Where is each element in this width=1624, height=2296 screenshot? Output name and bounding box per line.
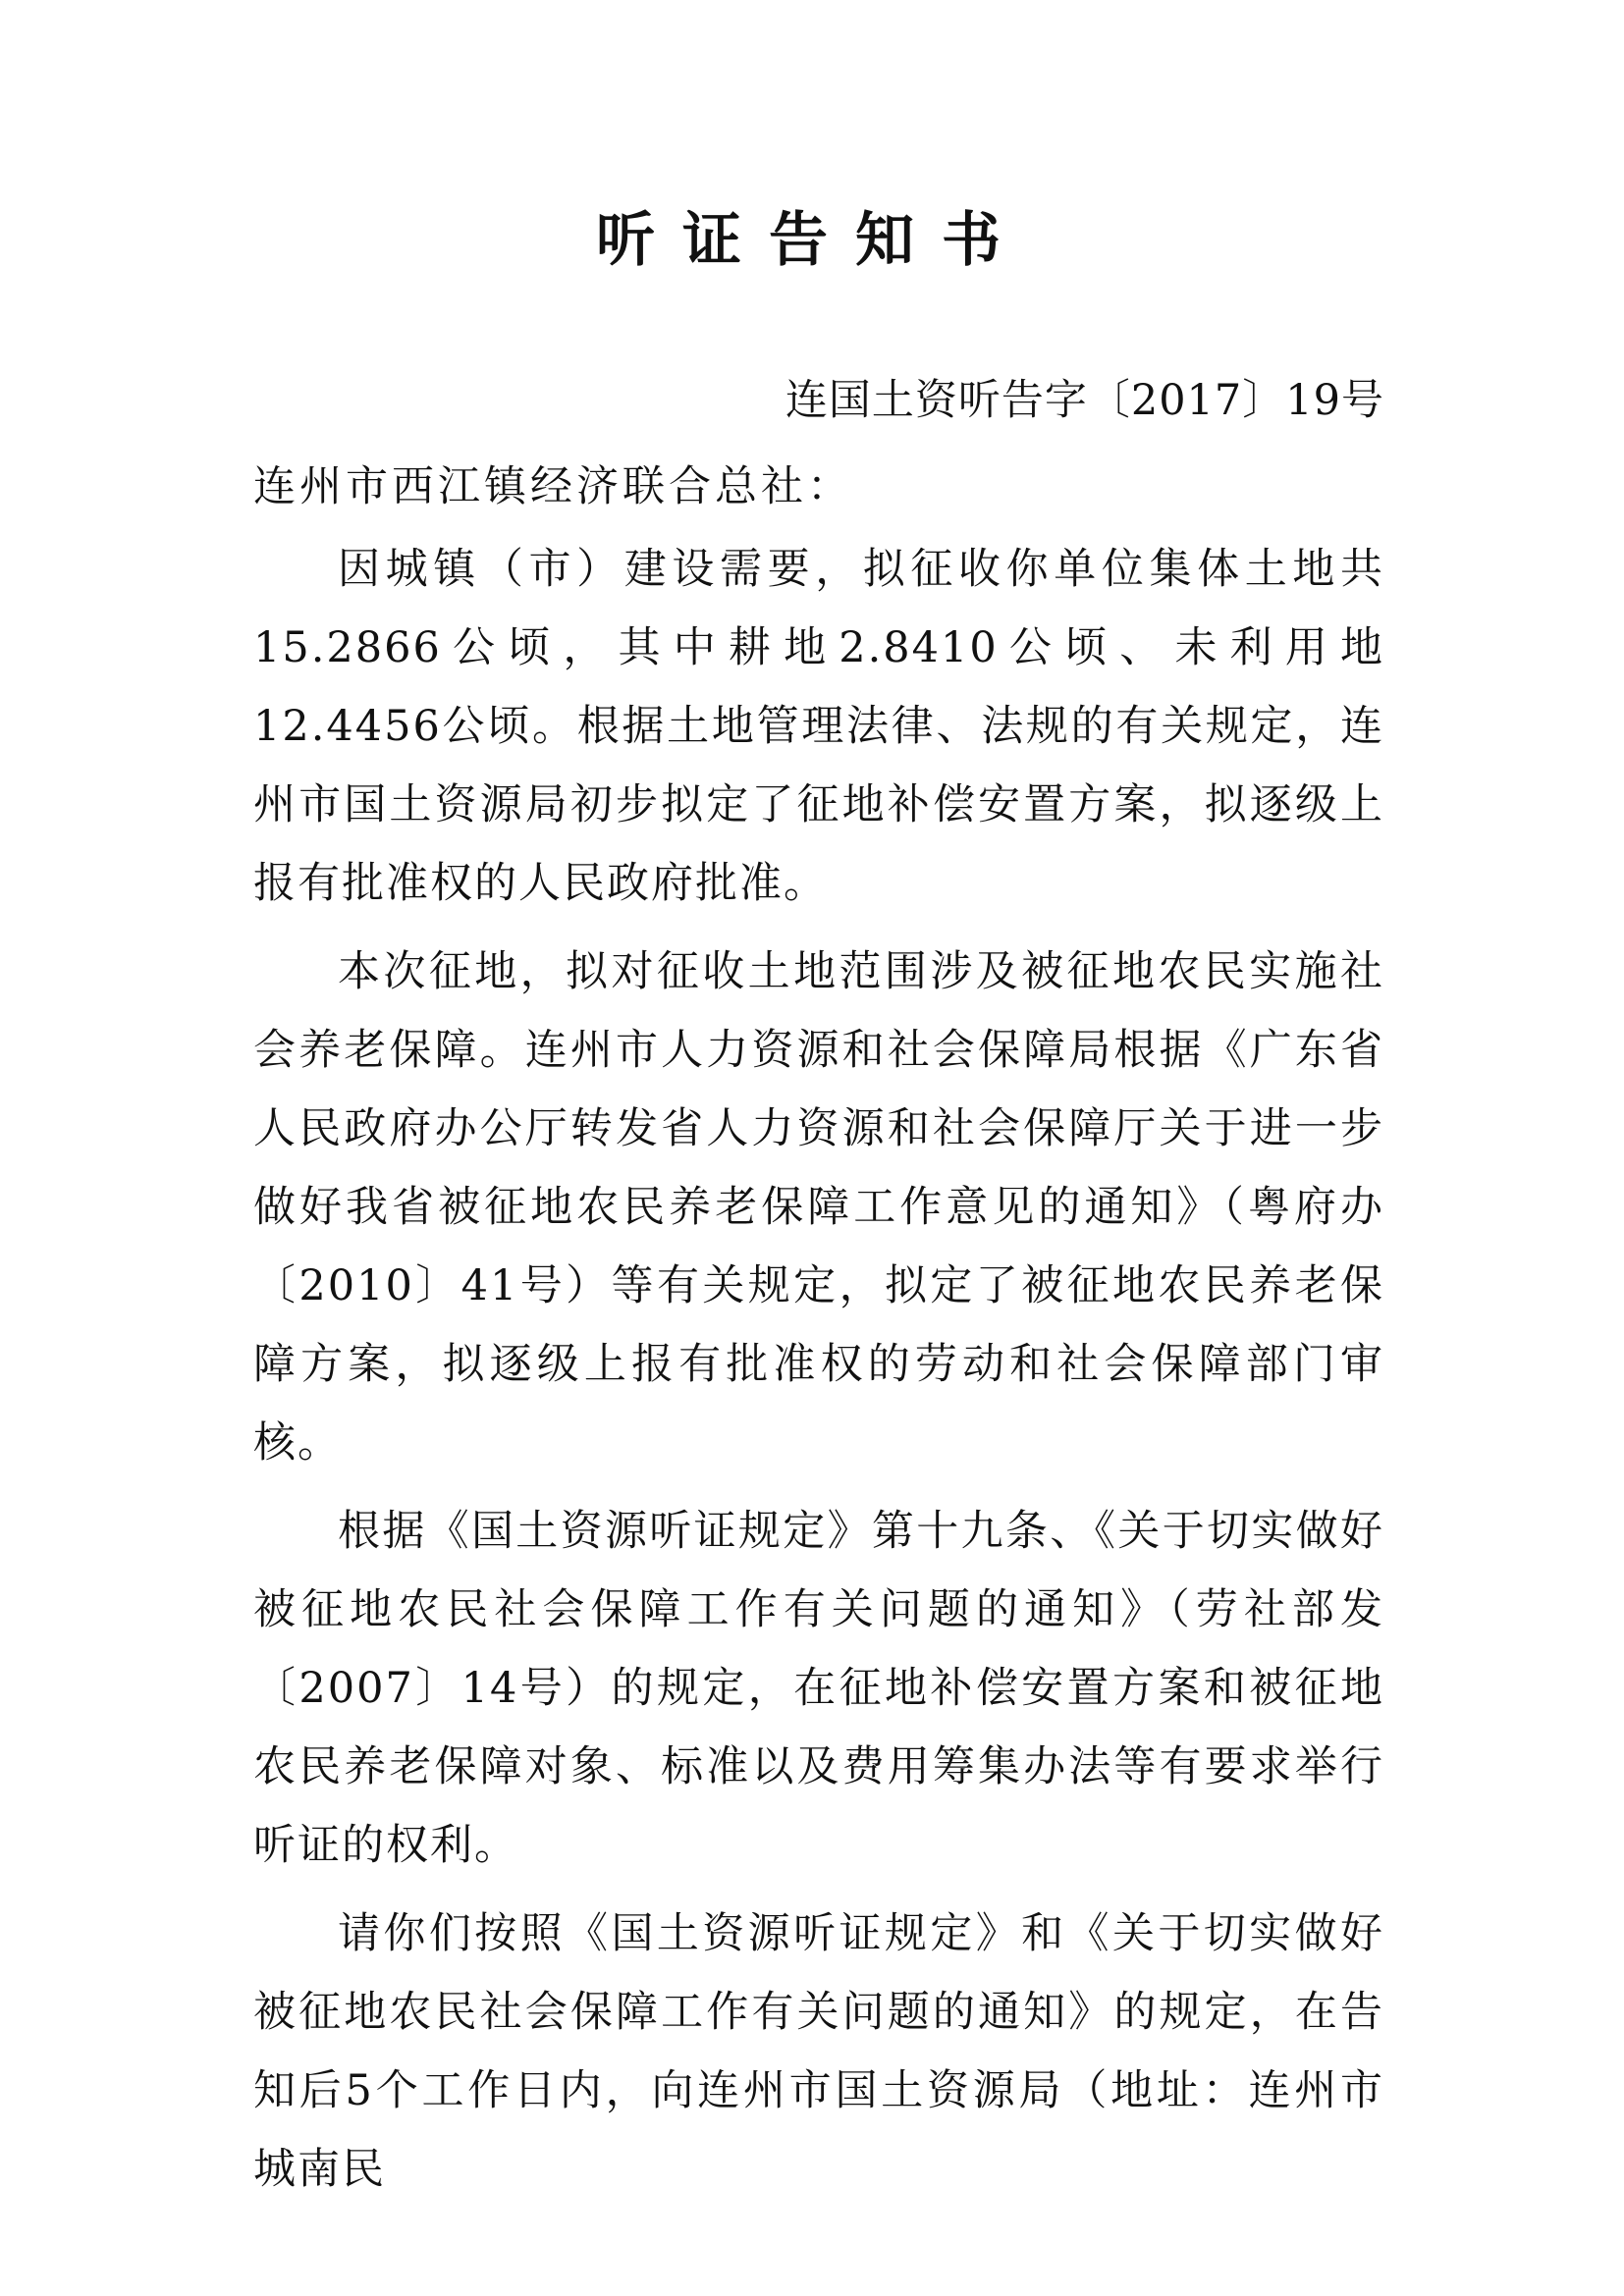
paragraph-hearing-rights: 根据《国土资源听证规定》第十九条、《关于切实做好被征地农民社会保障工作有关问题的通知》（劳社部发〔2007〕14号）的规定，在征地补偿安置方案和被征地农民养老保障对象、标准以及费用筹集办法等有要求举行听证的权利。 (253, 1507, 1384, 1870)
body-text (253, 530, 1384, 2218)
addressee: 连州市西江镇经济联合总社： (253, 462, 853, 511)
page-title: 听证告知书 (596, 206, 1028, 275)
paragraph-pension-security: 本次征地，拟对征收土地范围涉及被征地农民实施社会养老保障。连州市人力资源和社会保障局根据《广东省人民政府办公厅转发省人力资源和社会保障厅关于进一步做好我省被征地农民养老保障工作意见的通知》（粤府办〔2010〕41号）等有关规定，拟定了被征地农民养老保障方案，拟逐级上报有批准权的劳动和社会保障部门审核。 (253, 947, 1384, 1468)
paragraph-land-acquisition: 因城镇（市）建设需要，拟征收你单位集体土地共15.2866公顷，其中耕地2.8410公顷、未利用地12.4456公顷。根据土地管理法律、法规的有关规定，连州市国土资源局初步拟定了征地补偿安置方案，拟逐级上报有批准权的人民政府批准。 (253, 545, 1384, 908)
paragraph-application-instructions: 请你们按照《国土资源听证规定》和《关于切实做好被征地农民社会保障工作有关问题的通知》的规定，在告知后5个工作日内，向连州市国土资源局（地址：连州市城南民 (253, 1909, 1384, 2194)
document-number: 连国土资听告字〔2017〕19号 (785, 376, 1384, 425)
